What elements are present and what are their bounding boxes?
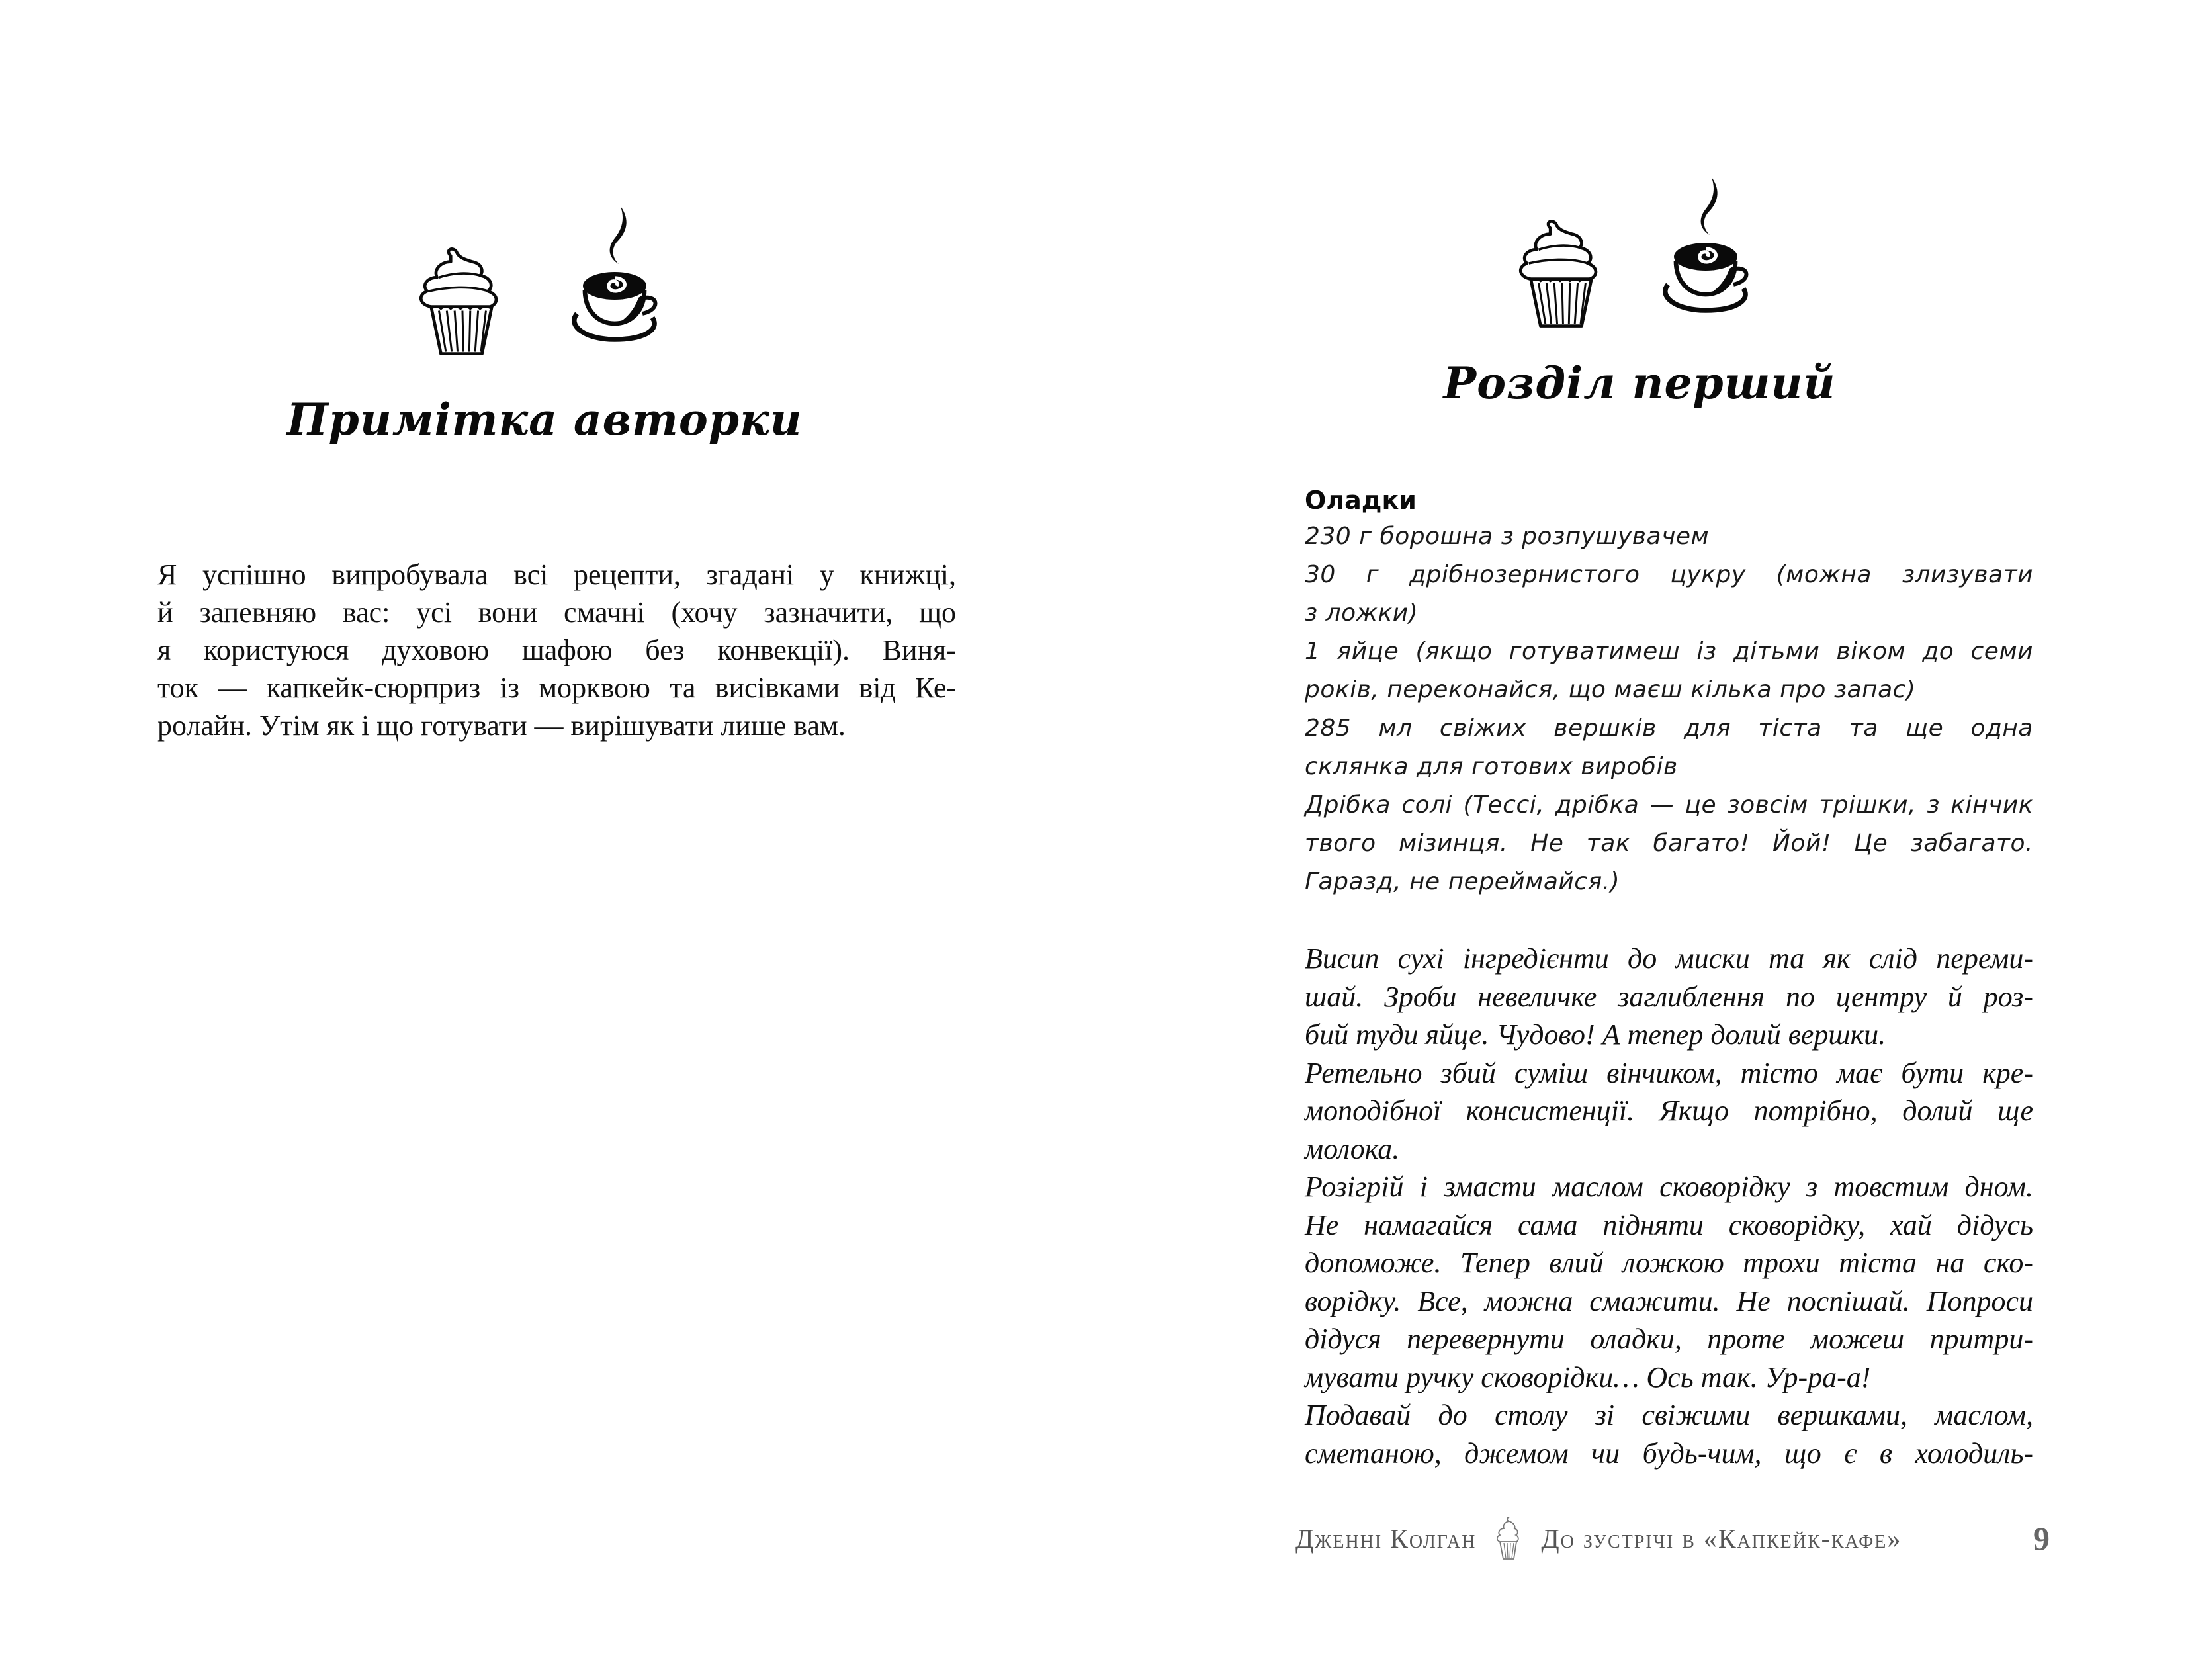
instruction-line: Висип сухі інгредієнти до миски та як слід переми- [1305, 942, 2033, 975]
paragraph-line: й запевняю вас: усі вони смачні (хочу зазначити, що [157, 596, 956, 629]
instructions-text [1305, 940, 2033, 1472]
ingredient-line: років, переконайся, що маєш кілька про запас) [1305, 676, 1916, 703]
instruction-line: ворідку. Все, можна смажити. Не поспішай. Попроси [1305, 1284, 2033, 1317]
instruction-line: моподібної консистенції. Якщо потрібно, долий ще [1305, 1094, 2033, 1127]
ingredient-line: Дрібка солі (Тессі, дрібка — це зовсім трішки, з кінчик [1305, 791, 2033, 818]
instruction-line: бий туди яйце. Чудово! А тепер долий вершки. [1305, 1018, 1886, 1051]
recipe-heading: Оладки [1305, 486, 1417, 515]
ingredient-line: твого мізинця. Не так багато! Йой! Це забагато. [1305, 830, 2033, 857]
cupcake-icon [1493, 1515, 1522, 1562]
paragraph-line: я користуюся духовою шафою без конвекції). Виня- [157, 634, 956, 666]
instruction-line: шай. Зроби невеличке заглиблення по центру й роз- [1305, 980, 2033, 1013]
coffee-cup-icon [1656, 173, 1755, 322]
instruction-line: мувати ручку сковорідки… Ось так. Ур-ра-а! [1305, 1360, 1871, 1393]
instruction-line: Подавай до столу зі свіжими вершками, маслом, [1305, 1399, 2033, 1431]
ingredient-line: 30 г дрібнозернистого цукру (можна злизувати [1305, 561, 2033, 588]
instruction-line: Розігрій і змасти маслом сковорідку з товстим дном. [1305, 1171, 2033, 1203]
instruction-line: молока. [1305, 1132, 1400, 1165]
ingredient-line: склянка для готових виробів [1305, 753, 1678, 780]
footer-book-title: До зустрічі в «Капкейк-кафе» [1541, 1523, 1902, 1554]
ingredient-line: 1 яйце (якщо готуватимеш із дітьми віком до семи [1305, 638, 2033, 665]
page-title: Примітка авторки [286, 394, 803, 445]
instruction-line: Ретельно збий суміш вінчиком, тісто має бути кре- [1305, 1056, 2033, 1089]
page-number: 9 [2033, 1520, 2050, 1557]
footer-author: Дженні Колган [1295, 1523, 1477, 1554]
cupcake-icon [1511, 216, 1609, 329]
instruction-line: дідуся перевернути оладки, проте можеш притри- [1305, 1323, 2033, 1355]
instruction-line: допоможе. Тепер влий ложкою трохи тіста на ско- [1305, 1247, 2033, 1279]
ingredient-list [1305, 517, 2033, 901]
recipe-block [1305, 483, 2033, 1472]
cupcake-icon [412, 244, 509, 357]
author-note-paragraph [157, 556, 956, 744]
ingredient-line: 230 г борошна з розпушувачем [1305, 523, 1710, 550]
paragraph-line: ролайн. Утім як і що готувати — вирішувати лише вам. [157, 709, 846, 742]
ingredient-line: з ложки) [1305, 599, 1419, 627]
running-footer [1295, 1515, 2050, 1562]
instruction-line: сметаною, джемом чи будь-чим, що є в холодиль- [1305, 1437, 2033, 1470]
instruction-line: Не намагайся сама підняти сковорідку, хай дідусь [1305, 1208, 2033, 1241]
coffee-cup-icon [565, 202, 664, 351]
chapter-title: Розділ перший [1443, 357, 1836, 409]
ingredient-line: Гаразд, не переймайся.) [1305, 868, 1620, 895]
paragraph-line: Я успішно випробувала всі рецепти, згадані у книжці, [157, 558, 956, 591]
ingredient-line: 285 мл свіжих вершків для тіста та ще одна [1305, 715, 2033, 742]
paragraph-line: ток — капкейк-сюрприз із морквою та висівками від Ке- [157, 672, 956, 704]
